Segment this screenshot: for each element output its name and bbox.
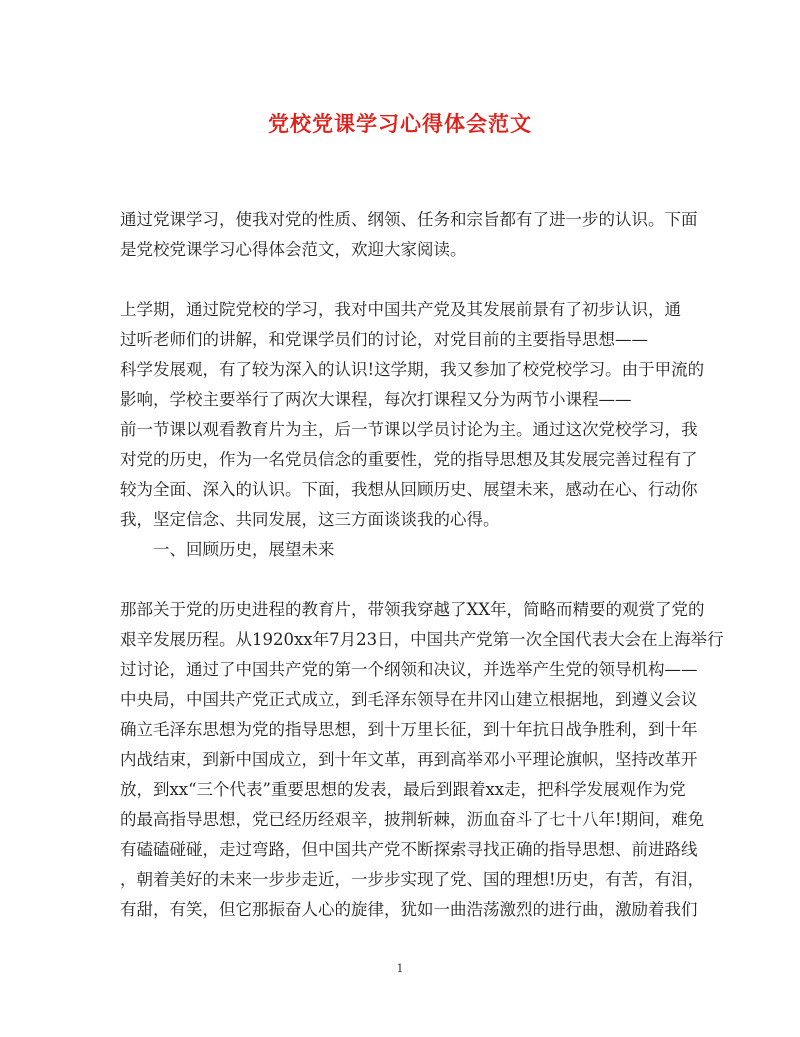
paragraph-line: 过讨论，通过了中国共产党的第一个纲领和决议，并选举产生党的领导机构—— bbox=[120, 660, 698, 679]
paragraph-line: 对党的历史，作为一名党员信念的重要性，党的指导思想及其发展完善过程有了 bbox=[120, 450, 698, 469]
paragraph-line: 有磕磕碰碰，走过弯路，但中国共产党不断探索寻找正确的指导思想、前进路线 bbox=[120, 840, 698, 859]
paragraph-line: 我，坚定信念、共同发展，这三方面谈谈我的心得。 bbox=[120, 510, 500, 529]
paragraph-line: 科学发展观，有了较为深入的认识!这学期，我又参加了校党校学习。由于甲流的 bbox=[120, 360, 705, 379]
paragraph-line: 确立毛泽东思想为党的指导思想，到十万里长征，到十年抗日战争胜利，到十年 bbox=[120, 720, 698, 739]
paragraph-line: 那部关于党的历史进程的教育片，带领我穿越了XX年，简略而精要的观赏了党的 bbox=[120, 600, 705, 619]
paragraph-line: 是党校党课学习心得体会范文，欢迎大家阅读。 bbox=[120, 240, 467, 259]
paragraph-line: 影响，学校主要举行了两次大课程，每次打课程又分为两节小课程—— bbox=[120, 390, 632, 409]
paragraph-line: 有甜，有笑，但它那振奋人心的旋律，犹如一曲浩荡激烈的进行曲，激励着我们 bbox=[120, 900, 698, 919]
paragraph-line: ，朝着美好的未来一步步走近，一步步实现了党、国的理想!历史，有苦，有泪， bbox=[120, 870, 705, 889]
paragraph-line: 艰辛发展历程。从1920xx年7月23日，中国共产党第一次全国代表大会在上海举行 bbox=[120, 630, 724, 649]
paragraph-line: 的最高指导思想，党已经历经艰辛，披荆斩棘，沥血奋斗了七十八年!期间，难免 bbox=[120, 810, 705, 829]
paragraph-line: 中央局，中国共产党正式成立，到毛泽东领导在井冈山建立根据地，到遵义会议 bbox=[120, 690, 698, 709]
paragraph-line: 过听老师们的讲解，和党课学员们的讨论，对党目前的主要指导思想—— bbox=[120, 330, 648, 349]
document-title: 党校党课学习心得体会范文 bbox=[268, 111, 532, 136]
paragraph-line: 通过党课学习，使我对党的性质、纲领、任务和宗旨都有了进一步的认识。下面 bbox=[120, 210, 698, 229]
page-number: 1 bbox=[396, 962, 404, 975]
paragraph-line: 上学期，通过院党校的学习，我对中国共产党及其发展前景有了初步认识，通 bbox=[120, 300, 681, 319]
section-heading: 一、回顾历史，展望未来 bbox=[153, 540, 335, 559]
paragraph-line: 内战结束，到新中国成立，到十年文革，再到高举邓小平理论旗帜，坚持改革开 bbox=[120, 750, 698, 769]
paragraph-line: 放，到xx“三个代表”重要思想的发表，最后到跟着xx走，把科学发展观作为党 bbox=[120, 780, 686, 799]
paragraph-line: 较为全面、深入的认识。下面，我想从回顾历史、展望未来，感动在心、行动你 bbox=[120, 480, 698, 499]
paragraph-line: 前一节课以观看教育片为主，后一节课以学员讨论为主。通过这次党校学习，我 bbox=[120, 420, 698, 439]
